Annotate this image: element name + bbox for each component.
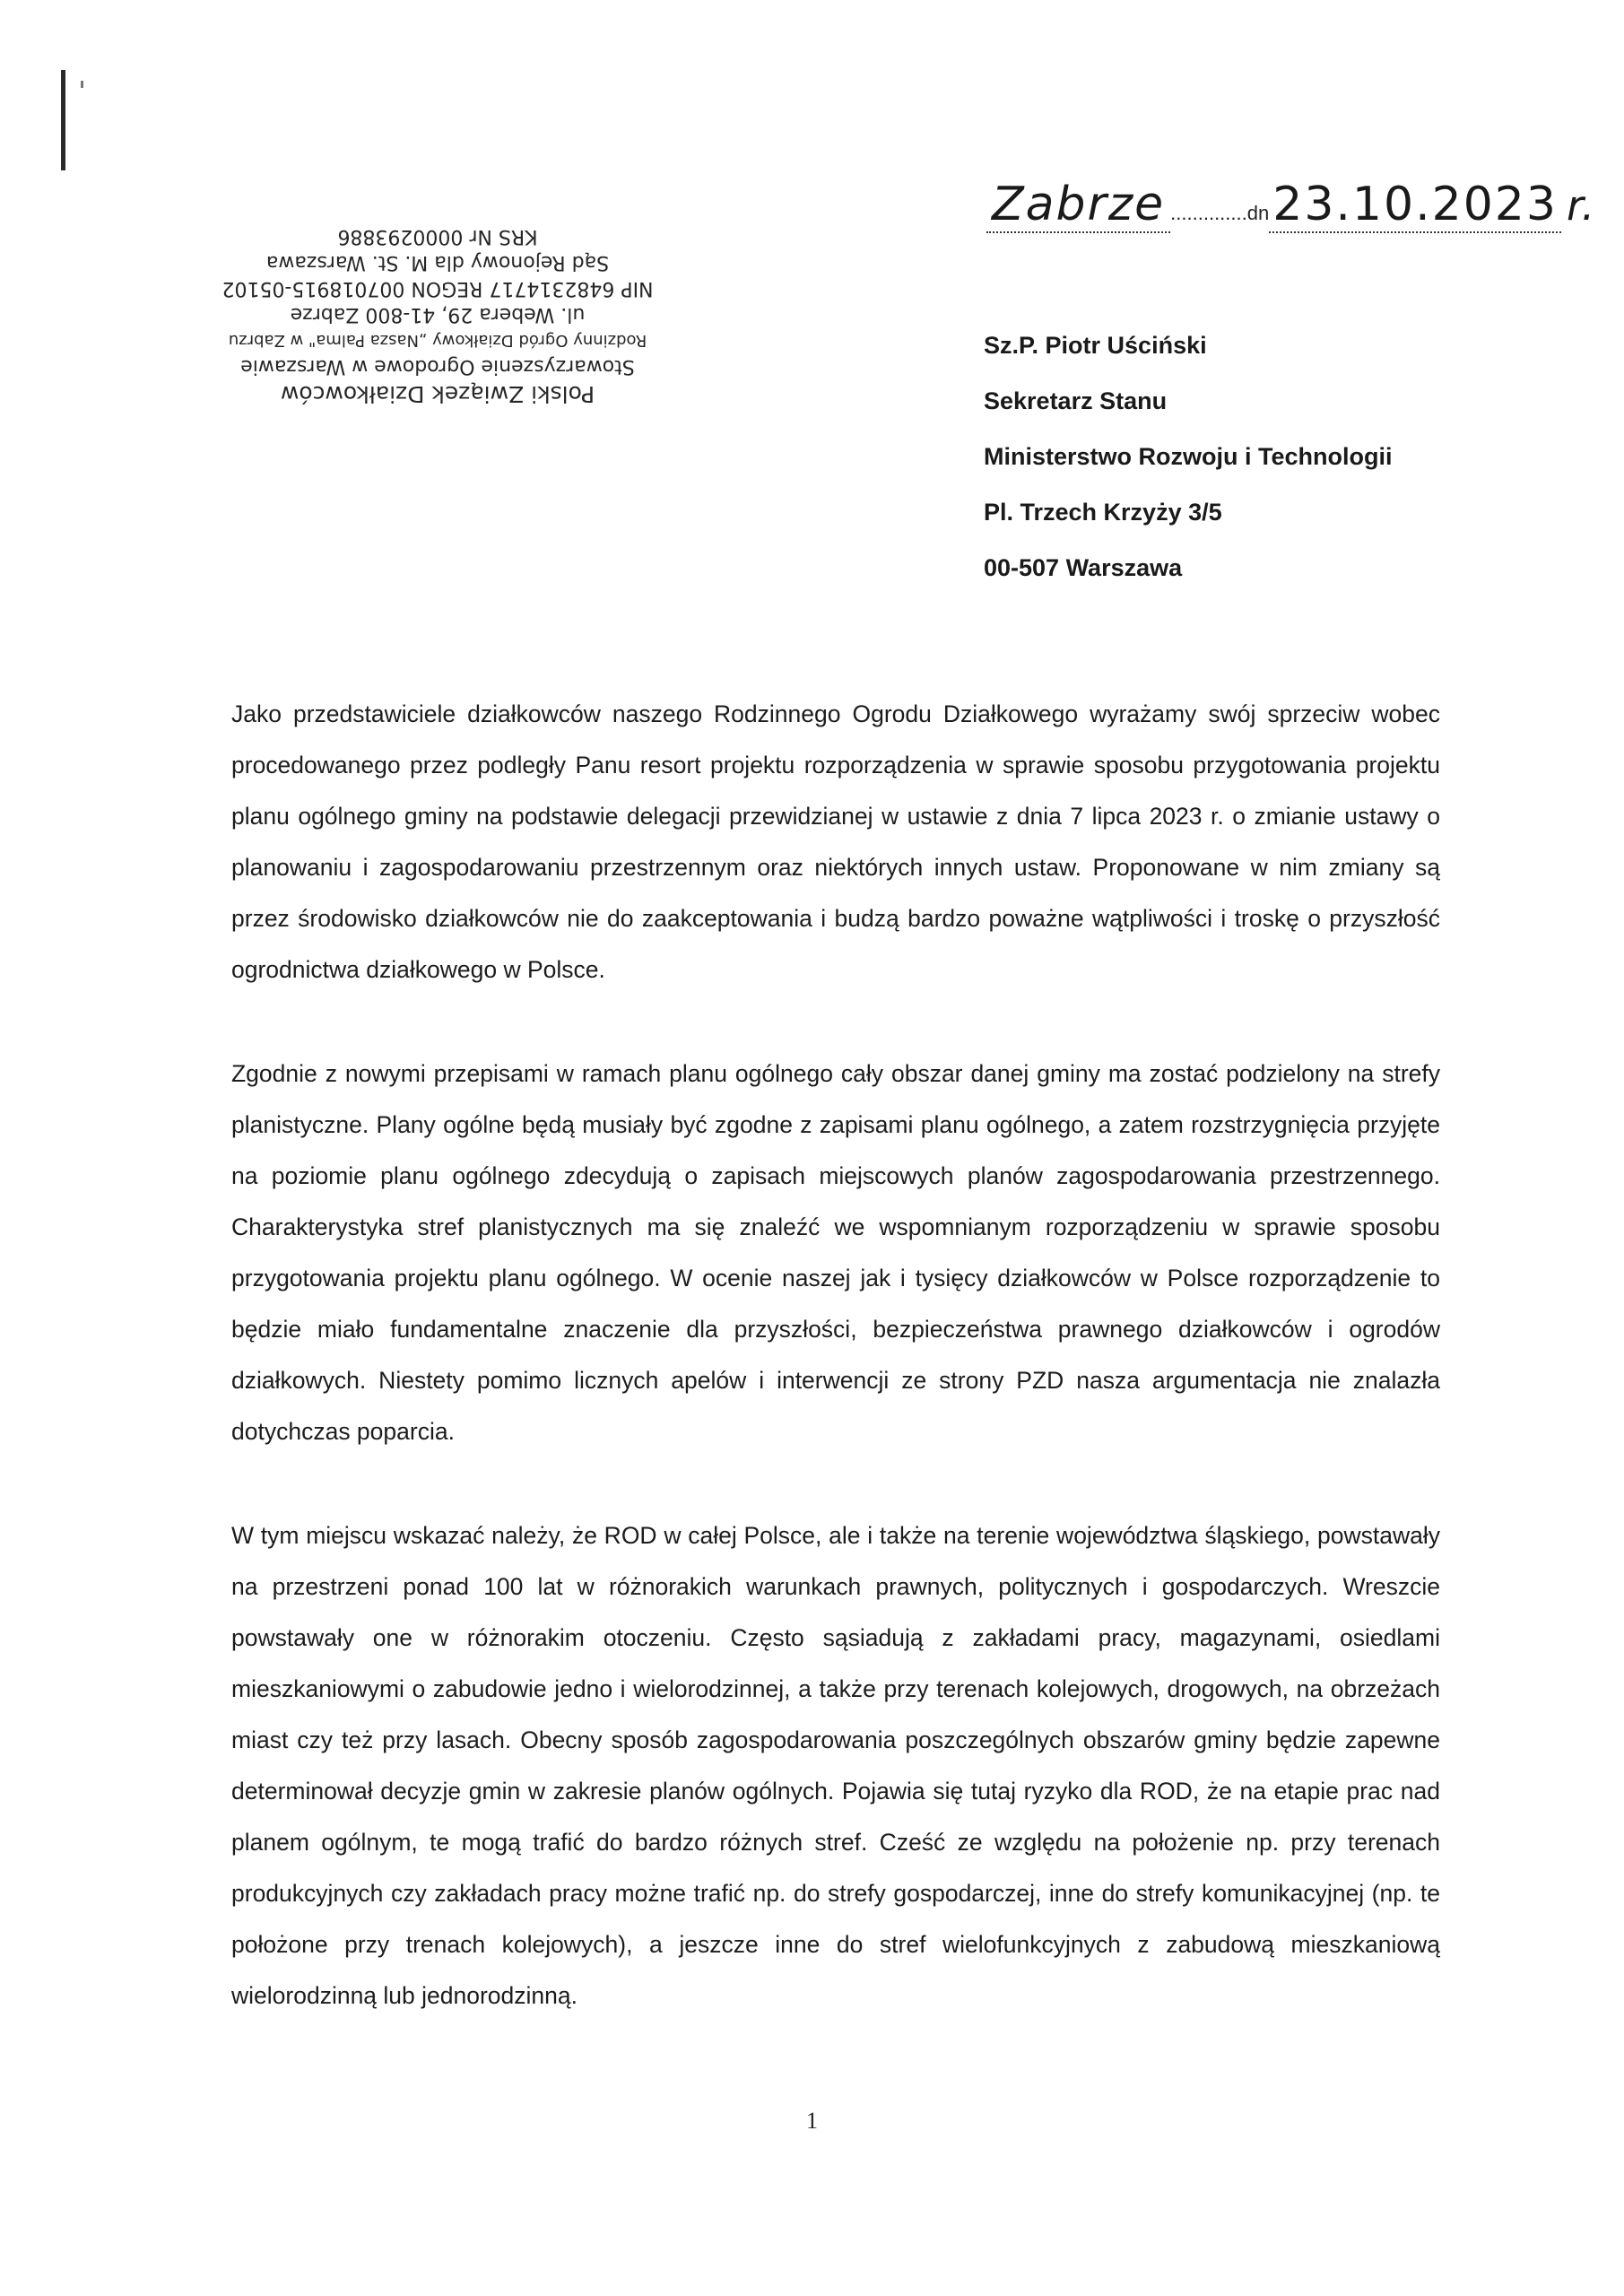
stamp-line: NIP 6482314717 REGON 007018915-05102 (221, 277, 654, 300)
stamp-line: Rodzinny Ogród Działkowy „Nasza Palma" w Zabrzu (228, 331, 647, 350)
recipient-street: Pl. Trzech Krzyży 3/5 (984, 499, 1222, 526)
body-paragraph: Jako przedstawiciele działkowców naszego Rodzinnego Ogrodu Działkowego wyrażamy swój sprzeciw wobec procedowanego przez podległy Panu resort projektu rozporządzenia w sprawie sposobu przygotowania projektu planu ogólnego gminy na podstawie delegacji przewidzianej w ustawie z dnia 7 lipca 2023 r. o zmianie ustawy o planowaniu i zagospodarowaniu przestrzennym oraz niektórych innych ustaw. Proponowane w nim zmiany są przez środowisko działkowców nie do zaakceptowania i budzą bardzo poważne wątpliwości i troskę o przyszłość ogrodnictwa działkowego w Polsce. (231, 700, 1440, 983)
letter-body (231, 689, 1440, 2074)
recipient-ministry: Ministerstwo Rozwoju i Technologii (984, 443, 1393, 470)
recipient-address (984, 317, 1576, 596)
stamp-line: KRS Nr 0000293886 (337, 225, 538, 248)
place-and-date (986, 178, 1596, 258)
recipient-city: 00-507 Warszawa (984, 554, 1183, 581)
page-number: 1 (806, 2108, 818, 2134)
handwritten-place: Zabrze (986, 178, 1170, 233)
stamp-line: ul. Webera 29, 41-800 Zabrze (290, 303, 586, 326)
recipient-name: Sz.P. Piotr Uściński (984, 332, 1207, 359)
sender-stamp (204, 224, 671, 408)
stamp-line: Polski Związek Działkowców (280, 381, 595, 407)
scan-edge-speck (81, 81, 83, 88)
handwritten-year-suffix: r. (1566, 181, 1597, 230)
dotted-leader: .............. (1170, 202, 1247, 224)
handwritten-date: 23.10.2023 (1269, 178, 1561, 233)
stamp-line: Sąd Rejonowy dla M. St. Warszawa (265, 251, 610, 274)
stamp-line: Stowarzyszenie Ogrodowe w Warszawie (240, 355, 635, 378)
recipient-position: Sekretarz Stanu (984, 387, 1168, 414)
body-paragraph: Zgodnie z nowymi przepisami w ramach planu ogólnego cały obszar danej gminy ma zostać podzielony na strefy planistyczne. Plany ogólne będą musiały być zgodne z zapisami planu ogólnego, a zatem rozstrzygnięcia przyjęte na poziomie planu ogólnego zdecydują o zapisach miejscowych planów zagospodarowania przestrzennego. Charakterystyka stref planistycznych ma się znaleźć we wspomnianym rozporządzeniu w sprawie sposobu przygotowania projektu planu ogólnego. W ocenie naszej jak i tysięcy działkowców w Polsce rozporządzenie to będzie miało fundamentalne znaczenie dla przyszłości, bezpieczeństwa prawnego działkowców i ogrodów działkowych. Niestety pomimo licznych apelów i interwencji ze strony PZD nasza argumentacja nie znalazła dotychczas poparcia. (231, 1060, 1440, 1445)
dn-label: dn (1246, 202, 1270, 224)
scan-edge-mark (61, 70, 65, 170)
body-paragraph: W tym miejscu wskazać należy, że ROD w całej Polsce, ale i także na terenie województwa śląskiego, powstawały na przestrzeni ponad 100 lat w różnorakich warunkach prawnych, politycznych i gospodarczych. Wreszcie powstawały one w różnorakim otoczeniu. Często sąsiadują z zakładami pracy, magazynami, osiedlami mieszkaniowymi o zabudowie jedno i wielorodzinnej, a także przy terenach kolejowych, drogowych, na obrzeżach miast czy też przy lasach. Obecny sposób zagospodarowania poszczególnych obszarów gminy będzie zapewne determinował decyzje gmin w zakresie planów ogólnych. Pojawia się tutaj ryzyko dla ROD, że na etapie prac nad planem ogólnym, te mogą trafić do bardzo różnych stref. Cześć ze względu na położenie np. przy terenach produkcyjnych czy zakładach pracy możne trafić np. do strefy gospodarczej, inne do strefy komunikacyjnej (np. te położone przy trenach kolejowych), a jeszcze inne do stref wielofunkcyjnych z zabudową mieszkaniową wielorodzinną lub jednorodzinną. (231, 1522, 1440, 2009)
